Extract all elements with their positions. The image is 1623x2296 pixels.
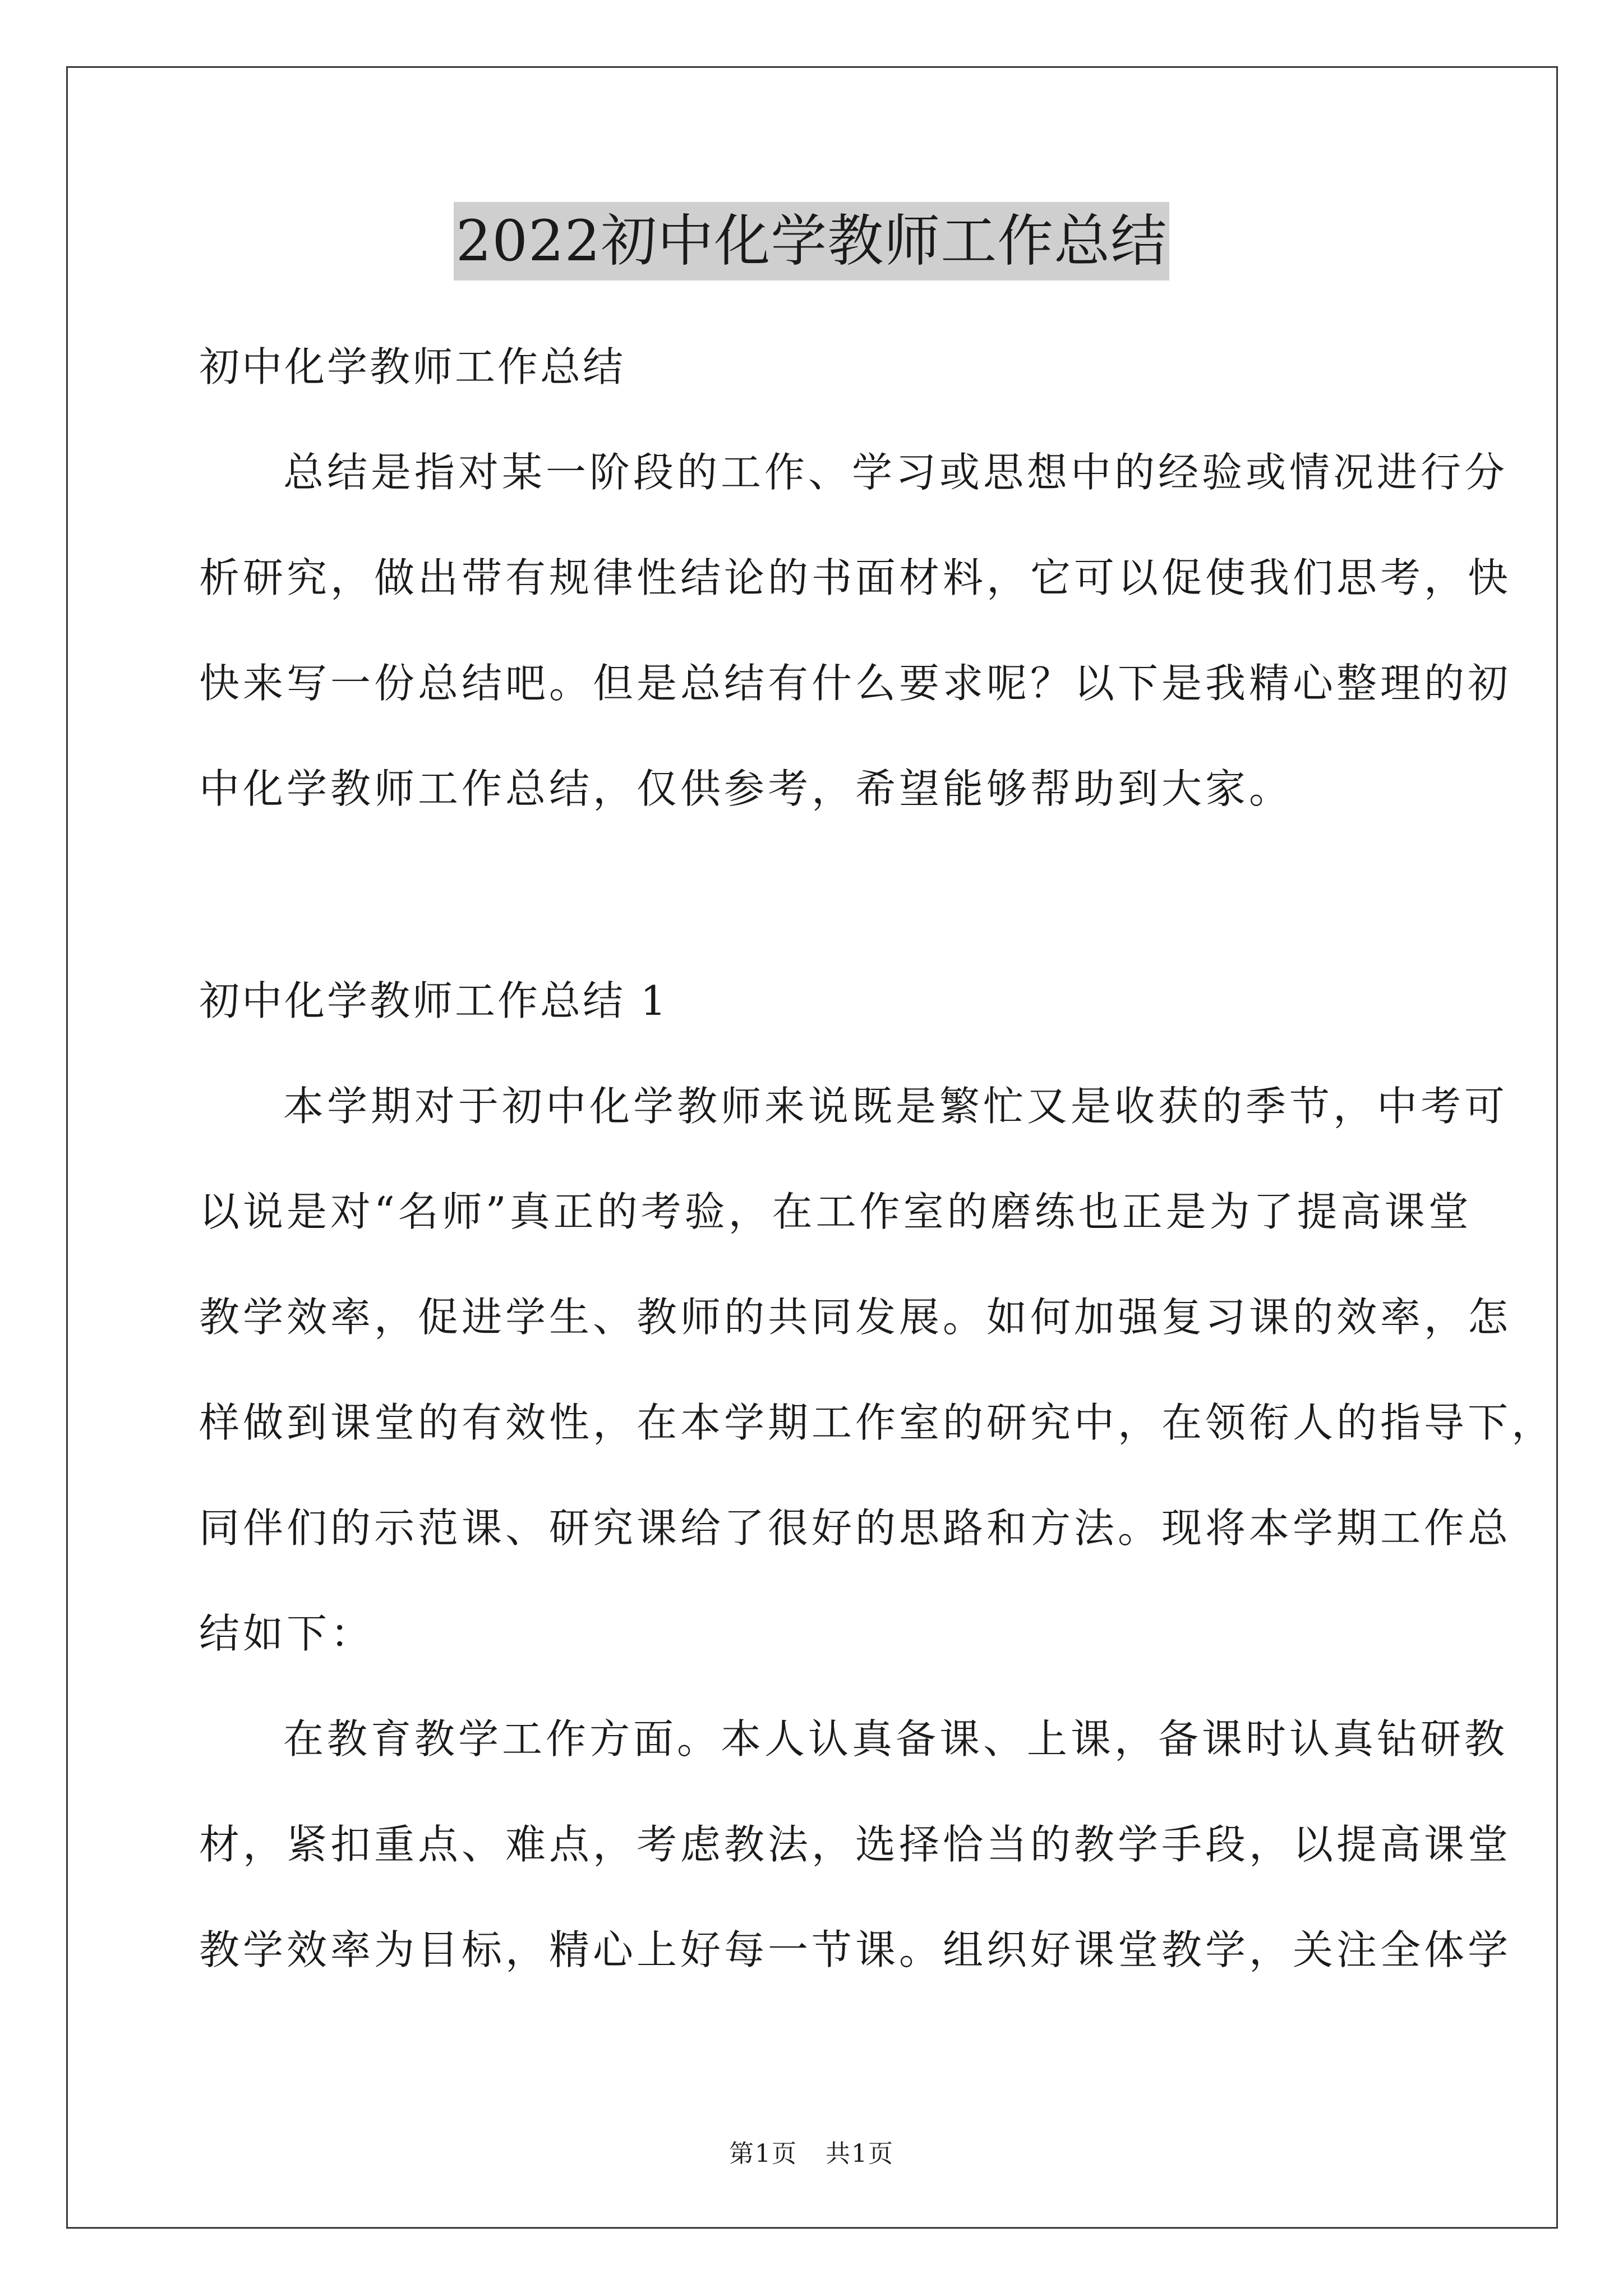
paragraph-line: 同伴们的示范课、研究课给了很好的思路和方法。现将本学期工作总: [199, 1504, 1512, 1552]
paragraph-line: 本学期对于初中化学教师来说既是繁忙又是收获的季节，中考可: [283, 1083, 1509, 1130]
paragraph-line: 以说是对“名师”真正的考验，在工作室的磨练也正是为了提高课堂: [199, 1188, 1472, 1235]
title-container: [0, 202, 1623, 280]
paragraph-line: 样做到课堂的有效性，在本学期工作室的研究中，在领衔人的指导下，: [199, 1399, 1556, 1446]
paragraph-line: 材，紧扣重点、难点，考虑教法，选择恰当的教学手段，以提高课堂: [199, 1821, 1512, 1868]
page-number-current: 第1页: [729, 2139, 797, 2168]
paragraph-line: 析研究，做出带有规律性结论的书面材料，它可以促使我们思考，快: [199, 554, 1512, 601]
spacer: [199, 841, 1433, 948]
document-body: [199, 314, 1556, 2003]
paragraph-line: 快来写一份总结吧。但是总结有什么要求呢？以下是我精心整理的初: [199, 660, 1512, 707]
intro-paragraph: [199, 420, 1512, 841]
paragraph-line: 结如下：: [199, 1610, 375, 1657]
paragraph-line: 教学效率，促进学生、教师的共同发展。如何加强复习课的效率，怎: [199, 1294, 1512, 1341]
paragraph-line: 总结是指对某一阶段的工作、学习或思想中的经验或情况进行分: [283, 449, 1509, 496]
section-heading: 初中化学教师工作总结 1: [199, 977, 668, 1024]
paragraph-line: 教学效率为目标，精心上好每一节课。组织好课堂教学，关注全体学: [199, 1926, 1512, 1973]
section1-paragraph-2: [199, 1686, 1512, 2003]
paragraph-line: 在教育教学工作方面。本人认真备课、上课，备课时认真钻研教: [283, 1715, 1509, 1763]
page-number-total: 共1页: [826, 2139, 894, 2168]
document-subtitle: 初中化学教师工作总结: [199, 343, 626, 390]
section1-paragraph-1: [199, 1053, 1556, 1686]
document-title: 2022初中化学教师工作总结: [454, 202, 1170, 280]
paragraph-line: 中化学教师工作总结，仅供参考，希望能够帮助到大家。: [199, 765, 1293, 812]
page-footer: [0, 2137, 1623, 2171]
